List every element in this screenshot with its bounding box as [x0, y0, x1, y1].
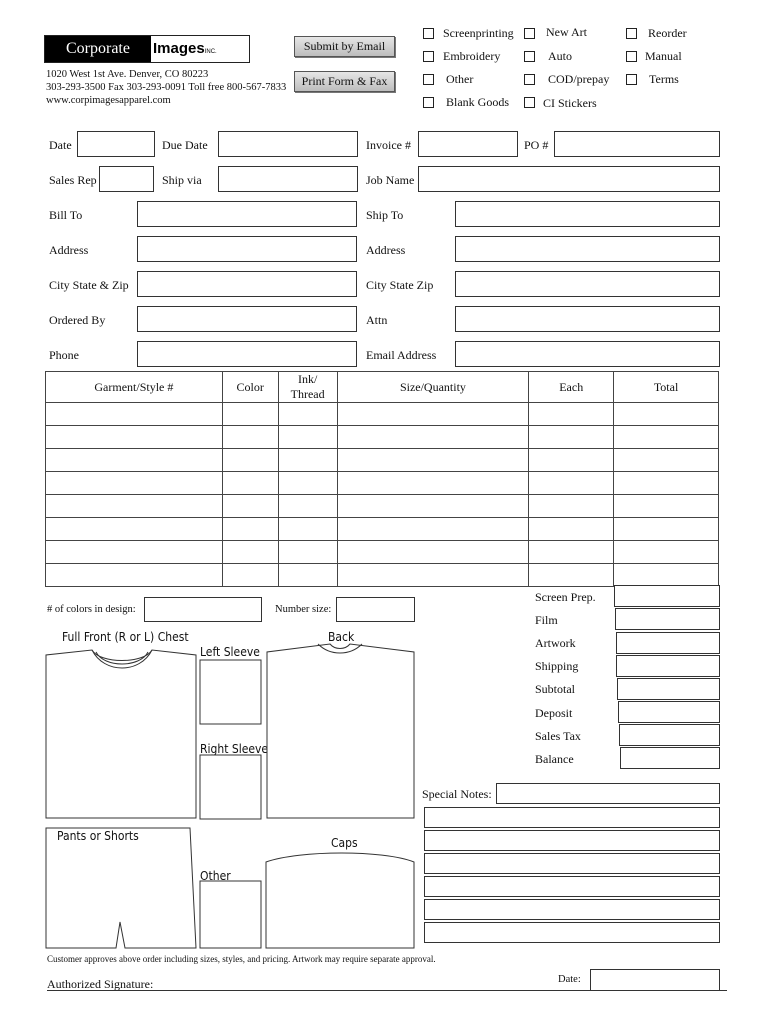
- address-line-2: 303-293-3500 Fax 303-293-0091 Toll free 800-567-7833: [46, 82, 287, 93]
- right-sleeve-box[interactable]: [200, 755, 261, 819]
- attn-label: Attn: [366, 313, 388, 327]
- left-sleeve-box[interactable]: [200, 660, 261, 724]
- address-line-3: www.corpimagesapparel.com: [46, 95, 171, 106]
- approval-text: Customer approves above order including sizes, styles, and pricing. Artwork may require separate approval.: [47, 954, 436, 964]
- special-notes-line-7[interactable]: [424, 922, 720, 943]
- back-shirt-icon[interactable]: [267, 644, 414, 818]
- special-notes-line-3[interactable]: [424, 830, 720, 851]
- terms-label: Terms: [649, 72, 679, 86]
- subtotal-field[interactable]: [617, 678, 720, 700]
- colors-in-design-label: # of colors in design:: [47, 604, 136, 615]
- shipping-field[interactable]: [616, 655, 720, 677]
- other-design-box[interactable]: [200, 881, 261, 948]
- artwork-label: Artwork: [535, 636, 576, 650]
- subtotal-label: Subtotal: [535, 682, 576, 696]
- embroidery-label: Embroidery: [443, 49, 501, 63]
- sales-rep-label: Sales Rep: [49, 173, 97, 187]
- sales-tax-field[interactable]: [619, 724, 720, 746]
- ship-to-label: Ship To: [366, 208, 404, 222]
- special-notes-line-2[interactable]: [424, 807, 720, 828]
- pants-shorts-label: Pants or Shorts: [57, 829, 139, 843]
- cap-icon[interactable]: [266, 853, 414, 948]
- phone-label: Phone: [49, 348, 79, 362]
- back-label: Back: [328, 630, 355, 644]
- manual-label: Manual: [645, 49, 682, 63]
- deposit-field[interactable]: [618, 701, 720, 723]
- column-header: Garment/Style #: [46, 372, 223, 403]
- blank-goods-label: Blank Goods: [446, 95, 509, 109]
- special-notes-line-1[interactable]: [496, 783, 720, 804]
- logo-right-text: Images: [153, 40, 205, 57]
- deposit-label: Deposit: [535, 706, 573, 720]
- cod-prepay-label: COD/prepay: [548, 72, 610, 86]
- footer-date-label: Date:: [558, 974, 581, 985]
- special-notes-line-5[interactable]: [424, 876, 720, 897]
- shipping-label: Shipping: [535, 659, 579, 673]
- email-address-label: Email Address: [366, 348, 437, 362]
- balance-field[interactable]: [620, 747, 720, 769]
- job-name-label: Job Name: [366, 173, 415, 187]
- print-form-fax-button[interactable]: Print Form & Fax: [294, 71, 395, 92]
- logo-inc-text: INC.: [204, 49, 217, 55]
- film-field[interactable]: [615, 608, 720, 630]
- screen-prep-label: Screen Prep.: [535, 590, 596, 604]
- column-header: Total: [614, 372, 719, 403]
- po-label: PO #: [524, 138, 549, 152]
- artwork-field[interactable]: [616, 632, 720, 654]
- address-line-1: 1020 West 1st Ave. Denver, CO 80223: [46, 69, 209, 80]
- special-notes-label: Special Notes:: [422, 787, 492, 801]
- footer-date-field[interactable]: [590, 969, 720, 991]
- column-header: Each: [529, 372, 614, 403]
- address-right-label: Address: [366, 243, 406, 257]
- auto-label: Auto: [548, 49, 572, 63]
- screenprinting-label: Screenprinting: [443, 26, 514, 40]
- submit-by-email-button[interactable]: Submit by Email: [294, 36, 395, 57]
- ship-via-label: Ship via: [162, 173, 202, 187]
- screen-prep-field[interactable]: [614, 585, 720, 607]
- caps-label: Caps: [331, 836, 358, 850]
- number-size-label: Number size:: [275, 604, 332, 615]
- balance-label: Balance: [535, 752, 574, 766]
- pants-icon[interactable]: [46, 828, 196, 948]
- other-label: Other: [446, 72, 474, 86]
- full-front-label: Full Front (R or L) Chest: [62, 630, 189, 644]
- address-left-label: Address: [49, 243, 89, 257]
- reorder-label: Reorder: [648, 26, 687, 40]
- column-header: Size/Quantity: [337, 372, 529, 403]
- invoice-label: Invoice #: [366, 138, 411, 152]
- city-state-zip-right-label: City State Zip: [366, 278, 434, 292]
- front-shirt-icon[interactable]: [46, 650, 196, 818]
- new-art-label: New Art: [546, 25, 587, 39]
- bill-to-label: Bill To: [49, 208, 83, 222]
- right-sleeve-label: Right Sleeve: [200, 742, 269, 756]
- sales-tax-label: Sales Tax: [535, 729, 581, 743]
- date-label: Date: [49, 138, 72, 152]
- due-date-label: Due Date: [162, 138, 208, 152]
- column-header-line: Thread: [290, 387, 325, 401]
- column-header: Color: [222, 372, 278, 403]
- left-sleeve-label: Left Sleeve: [200, 645, 260, 659]
- film-label: Film: [535, 613, 558, 627]
- column-header-line: Ink/: [297, 372, 318, 386]
- logo-left-text: Corporate: [45, 36, 151, 62]
- authorized-signature-label: Authorized Signature:: [47, 977, 154, 991]
- special-notes-line-6[interactable]: [424, 899, 720, 920]
- ci-stickers-label: CI Stickers: [543, 96, 597, 110]
- city-state-zip-left-label: City State & Zip: [49, 278, 129, 292]
- other-design-label: Other: [200, 869, 231, 883]
- ordered-by-label: Ordered By: [49, 313, 106, 327]
- special-notes-line-4[interactable]: [424, 853, 720, 874]
